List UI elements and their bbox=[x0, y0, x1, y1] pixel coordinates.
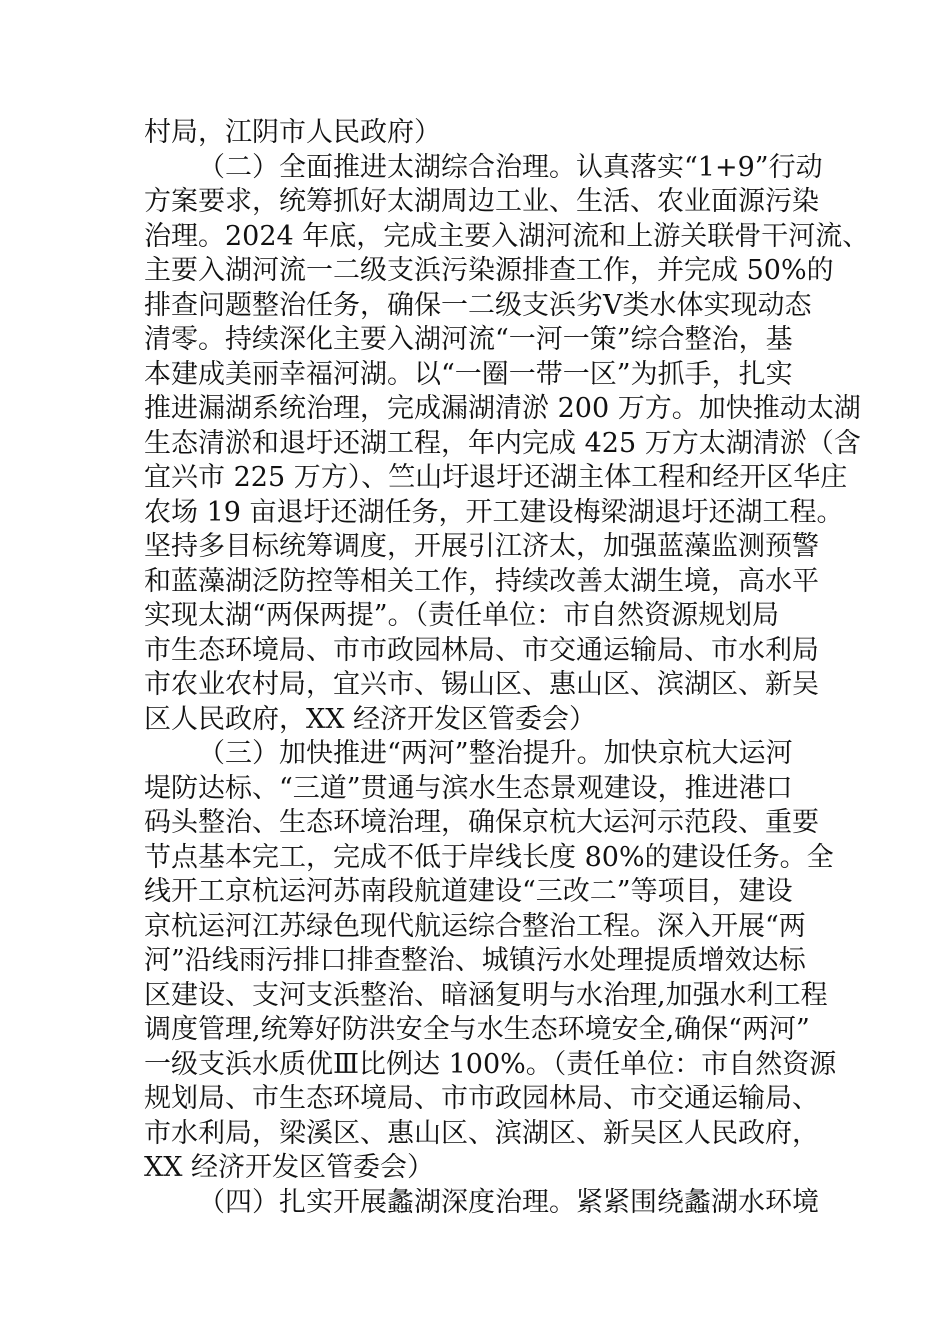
text-line: （二）全面推进太湖综合治理。认真落实“1+9”行动 bbox=[198, 151, 823, 183]
text-line: 主要入湖河流一二级支浜污染源排查工作，并完成 50%的 bbox=[144, 255, 834, 286]
text-line: 治理。2024 年底，完成主要入湖河流和上游关联骨干河流、 bbox=[144, 220, 870, 252]
text-line: 市生态环境局、市市政园林局、市交通运输局、市水利局 bbox=[144, 634, 819, 666]
text-line: 村局，江阴市人民政府） bbox=[144, 117, 441, 148]
text-line: （三）加快推进“两河”整治提升。加快京杭大运河 bbox=[198, 738, 793, 769]
text-line: 市农业农村局，宜兴市、锡山区、惠山区、滨湖区、新吴 bbox=[144, 669, 819, 700]
text-line: 线开工京杭运河苏南段航道建设“三改二”等项目，建设 bbox=[144, 876, 793, 907]
text-line: 坚持多目标统筹调度，开展引江济太，加强蓝藻监测预警 bbox=[144, 531, 819, 562]
text-line: 河”沿线雨污排口排查整治、城镇污水处理提质增效达标 bbox=[144, 945, 806, 976]
text-line: 排查问题整治任务，确保一二级支浜劣Ⅴ类水体实现动态 bbox=[144, 289, 812, 321]
text-line: 堤防达标、“三道”贯通与滨水生态景观建设，推进港口 bbox=[144, 772, 793, 804]
text-line: 区建设、支河支浜整治、暗涵复明与水治理,加强水利工程 bbox=[144, 979, 828, 1011]
text-line: 生态清淤和退圩还湖工程，年内完成 425 万方太湖清淤（含 bbox=[144, 427, 861, 459]
text-line: 实现太湖“两保两提”。（责任单位：市自然资源规划局 bbox=[144, 600, 780, 631]
text-line: 规划局、市生态环境局、市市政园林局、市交通运输局、 bbox=[144, 1083, 819, 1114]
text-line: 京杭运河江苏绿色现代航运综合整治工程。深入开展“两 bbox=[144, 910, 806, 942]
text-line: 码头整治、生态环境治理，确保京杭大运河示范段、重要 bbox=[144, 807, 819, 838]
text-line: 调度管理,统筹好防洪安全与水生态环境安全,确保“两河” bbox=[144, 1014, 810, 1045]
document-body bbox=[144, 116, 870, 1220]
text-line: 农场 19 亩退圩还湖任务，开工建设梅梁湖退圩还湖工程。 bbox=[144, 496, 844, 528]
text-line: 清零。持续深化主要入湖河流“一河一策”综合整治，基 bbox=[144, 324, 793, 355]
text-line: 市水利局，梁溪区、惠山区、滨湖区、新吴区人民政府， bbox=[144, 1117, 819, 1149]
text-line: XX 经济开发区管委会） bbox=[144, 1152, 435, 1183]
text-line: 一级支浜水质优Ⅲ比例达 100%。（责任单位：市自然资源 bbox=[144, 1048, 837, 1080]
text-line: 区人民政府，XX 经济开发区管委会） bbox=[144, 703, 597, 735]
text-line: 宜兴市 225 万方）、竺山圩退圩还湖主体工程和经开区华庄 bbox=[144, 462, 848, 493]
text-line: 推进漏湖系统治理，完成漏湖清淤 200 万方。加快推动太湖 bbox=[144, 393, 861, 424]
text-line: （四）扎实开展蠡湖深度治理。紧紧围绕蠡湖水环境 bbox=[198, 1186, 819, 1218]
text-line: 节点基本完工，完成不低于岸线长度 80%的建设任务。全 bbox=[144, 841, 834, 873]
text-line: 本建成美丽幸福河湖。以“一圈一带一区”为抓手，扎实 bbox=[144, 358, 793, 390]
text-line: 和蓝藻湖泛防控等相关工作，持续改善太湖生境，高水平 bbox=[144, 565, 819, 597]
text-line: 方案要求，统筹抓好太湖周边工业、生活、农业面源污染 bbox=[144, 186, 819, 217]
